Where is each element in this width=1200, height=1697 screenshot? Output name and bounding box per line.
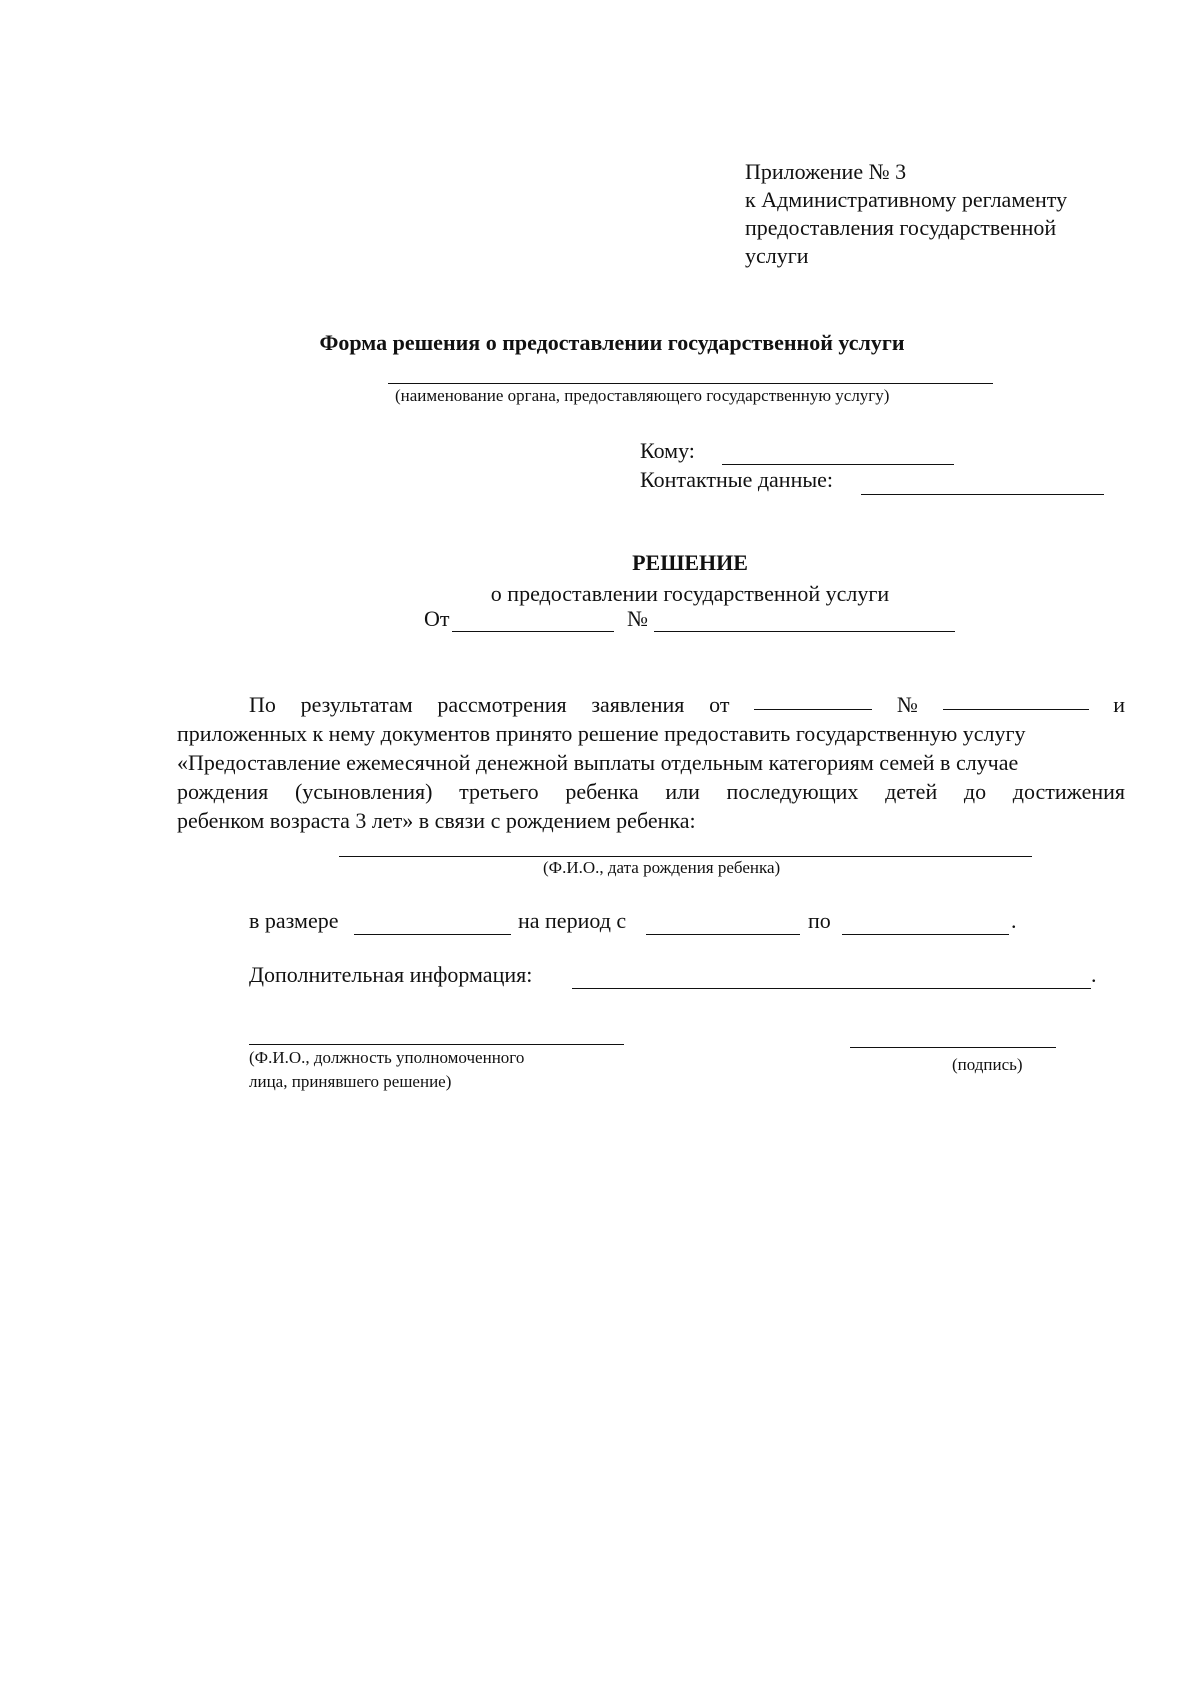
decision-date-line: [452, 631, 614, 632]
official-name-line: [249, 1044, 624, 1045]
amount-label: в размере: [249, 908, 339, 933]
signature-caption: (подпись): [952, 1055, 1023, 1074]
decision-heading: РЕШЕНИЕ: [632, 550, 748, 575]
child-caption: (Ф.И.О., дата рождения ребенка): [543, 858, 781, 877]
body-line-5: ребенком возраста 3 лет» в связи с рождением ребенка:: [177, 808, 696, 833]
body-line-1: По результатам рассмотрения заявления от № и: [249, 692, 1125, 717]
additional-info-line: [572, 988, 1091, 989]
form-title: Форма решения о предоставлении государственной услуги: [319, 330, 905, 355]
official-caption: (Ф.И.О., должность уполномоченного лица, принявшего решение): [249, 1048, 525, 1091]
amount-line: [354, 934, 511, 935]
authority-caption: (наименование органа, предоставляющего государственную услугу): [395, 386, 890, 405]
additional-end-dot: .: [1091, 962, 1097, 987]
period-from-line: [646, 934, 800, 935]
additional-info-label: Дополнительная информация:: [249, 962, 533, 987]
decision-number-line: [654, 631, 955, 632]
appendix-header: [745, 158, 1145, 270]
contacts-line: [861, 494, 1104, 495]
appendix-line-2: к Административному регламенту: [745, 187, 1068, 212]
body-paragraph: [177, 690, 1125, 835]
decision-from-label: От: [424, 606, 450, 631]
child-name-line: [339, 856, 1032, 857]
signature-line: [850, 1047, 1056, 1048]
decision-number-sign: №: [627, 606, 648, 631]
application-number-blank: [943, 690, 1089, 710]
appendix-line-4: услуги: [745, 243, 809, 268]
appendix-line-3: предоставления государственной: [745, 215, 1057, 240]
body-line-2: приложенных к нему документов принято решение предоставить государственную услугу: [177, 721, 1026, 746]
application-date-blank: [754, 690, 872, 710]
period-end-dot: .: [1011, 908, 1017, 933]
recipient-to-line: [722, 464, 954, 465]
period-to-label: по: [808, 908, 831, 933]
contacts-label: Контактные данные:: [640, 467, 833, 492]
period-from-label: на период с: [518, 908, 627, 933]
decision-subheading: о предоставлении государственной услуги: [490, 581, 890, 606]
body-line-3: «Предоставление ежемесячной денежной выплаты отдельным категориям семей в случае: [177, 750, 1019, 775]
authority-name-line: [388, 383, 993, 384]
period-to-line: [842, 934, 1009, 935]
recipient-to-label: Кому:: [640, 438, 695, 463]
appendix-line-1: Приложение № 3: [745, 159, 907, 184]
body-line-4: рождения (усыновления) третьего ребенка или последующих детей до достижения: [177, 779, 1125, 804]
